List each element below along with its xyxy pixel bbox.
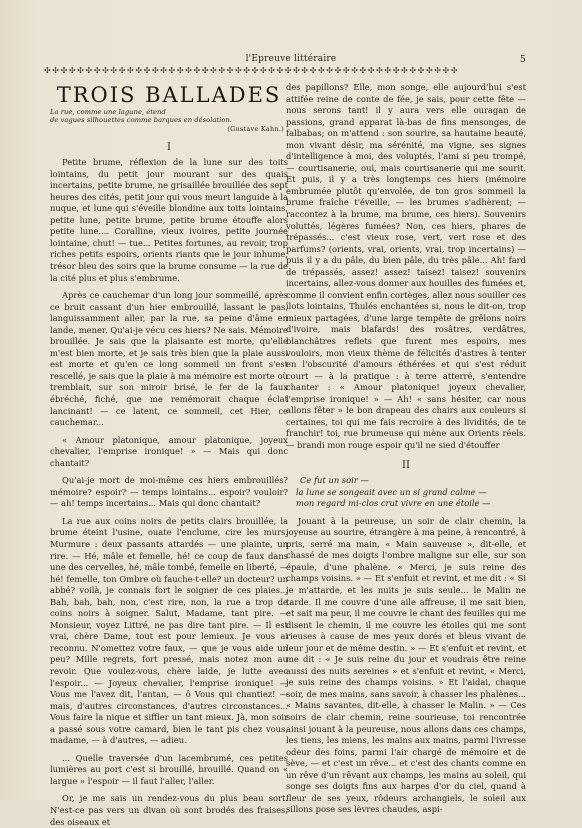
paragraph: Or, je me sais un rendez-vous du plus beau sort. N'est-ce pas vers un divan où sont brodés des fraises, des oiseaux et [50, 793, 288, 827]
epigraph-line: de vagues silhouettes comme barques en désolation. [50, 115, 232, 124]
paragraph: Jouant à la peureuse, un soir de clair chemin, la joyeuse au sourire, étrangère à ma peine, à rencontré, à pris, serré ma main, « Main sauveuse », dit-elle, et chassé de mes doigts l'ombre maligne sur elle, sur son épaule, d'une phalène. « Merci, je suis reine des champs voisins. » — Et s'enfuit et revint, et me dit : « Si je m'attarde, et les nuits je suis seule... le Malin ne tarde. Il me couvre d'une aile affreuse, il me sait bien, et sait ma peur, il me couvre le chant des feuilles qui me disent le chemin, il me couvre les étoiles qui me sont rieuses à cause de mes yeux dorés et bleus vivant de leur jour et de même destin. » — Et s'enfuit et revint, et me dit : « Je suis reine du jour et voudrais être reine aussi des nuits sereines » et s'enfuit et revint, « Merci, je suis reine des champs voisins. » Et l'aidai, chaque soir, de mes mains, sans savoir, à chasser les phalènes... « Mains savantes, dit-elle, à chasser le Malin. » — Ces soirs de clair chemin, reine sourieuse, toi rencontrée ainsi jouant à la peureuse, nous allons dans ces champs, les tiens, les miens, les mains aux mains, parmi l'ivresse odeur des foins, parmi l'air chargé de mémoire et de sève, — et c'est un rêve... et c'est des chants comme en un rêve d'un rêvant aux champs, les mains au soleil, qui songe ses doigts fins aux harpes d'or du ciel, quand à fleur de ses yeux, rôdeurs archangiels, le soleil aux sillons pose ses lèvres chaudes, aspi- [286, 515, 526, 815]
ornamental-rule: ✣✣✣✣✣✣✣✣✣✣✣✣✣✣✣✣✣✣✣✣✣✣✣✣✣✣✣✣✣✣✣✣✣✣✣✣✣✣✣✣✣✣✣✣✣✣✣✣✣✣ [44, 66, 460, 75]
section-number: II [402, 459, 410, 471]
article-title: TROIS BALLADES [56, 83, 282, 107]
running-title: l'Epreuve littéraire [245, 54, 337, 64]
paragraph: des papillons? Elle, mon songe, elle aujourd'hui s'est attifée reine de conte de fée, je sais, pour cette fête — nous serons tant! il y aura vers elle ouragan de passions, grand apparat là-bas de fins mensonges, de falbabas; on m'attend : son sourire, sa hautaine beauté, mon vivant désir, ma sérénité, ma vigne, ses signes d'intelligence à moi, des voluptés, l'ami si peu trompé, — courtisanerie, oui, mais courtisanerie qui me sourit. Et puis, il y a très longtemps ces hiers (mémoire embrumée plutôt qu'envolée, de ton gros sommeil la brume fraîche t'éveille, — les brumes s'adhèrent; — raccontez à la brume, ma brume, ces hiers). Souvenirs voluttés, légères fumées? Non, ces hiers, phares de trépassés... c'est vieux rose, vert, vert rose et des parfums? (orients, vrai, orients, vrai, trop incertains) — puis il y a du pâle, du bien pâle, du très pâle... Ah! fard de trépassés, assez! assez! taisez! taisez! souvenirs incertains, allez-vous donner aux houilles des fumées et, comme il convient enfin cortèges, allez nous souiller ces îlots lointains, Thulés enchantées si, nous le dit-on, trop mieux partagées, d'une large tempête de grêlons noirs d'ivoire, mais blafards! des rosâtres, verdâtres, blanchâtres reflets que furent mes espoirs, mes vouloirs, mon vieux thème de félicités d'astres à tenter en l'obscurité d'amours éthérées et qui s'est réduit court — à la pratique : à terre atterré, s'entendre chanter : « Amour platonique! joyeux chevalier, l'emprise ironique! » — Ah! « sans hésiter, car nous allons fêter » le bon drapeau des chairs aux couleurs si certaines, toi qui me fais recroire à des lividités, de te franchir! toi, rue brumeuse qui mène aux Orients réels. — brandi mon rouge espoir qu'il ne sied d'étouffer [286, 82, 526, 450]
verse-line: Ce fut un soir — [300, 475, 369, 486]
section-number: I [167, 141, 171, 153]
paragraph: ... Quelle traversée d'un lacembrumé, ces petites lumières au port c'est si brouillé, brouillé. Quand on « largue » l'espoir — il faut l'aller, l'aller. [50, 752, 288, 786]
epigraph-line: La rue, comme une lagune, étend [50, 107, 166, 116]
verse-line: la lune se songeait avec un si grand calme — [296, 486, 487, 497]
paragraph: « Amour platonique, amour platonique, joyeux chevalier, l'emprise ironique! » — Mais qui donc chantait? [50, 434, 288, 468]
left-column [50, 82, 288, 828]
paragraph: Après ce cauchemar d'un long jour sommeillé, après ce bruit cassant d'un hier embrouillé, lassant le pas, languissamment aller, par la rue, sa peine d'âme en lande, mener. Qu'ai-je vécu ces hiers? Ne sais. Mémoire brouillée. Je sais que la plaisante est morte, qu'elle m'est bien morte, et je sais très bien que la plaie aussi est morte et qu'en ce long sommeil un front s'est rescellé, je sais que la plaie à ma mémoire est morte où tremblait, sur son miroir brisé, le fer de la faux ébréché, fiché, que me remémorait chaque éclat lancinant! — ce latent, ce sommeil, cet Hier, ce cauchemar... [50, 290, 288, 428]
right-column [286, 82, 526, 816]
paragraph: La rue aux coins noirs de petits clairs brouillée, la brume éteint l'usine, ouate l'enclume, cire les murs. Murmure : deux passants attardés — une plainte, un rire. — Hé, mâle et femelle, hé! ce coup de faux dans une des cervelles, hé, mâle tombé, femelle en liberté, — hé! femelle, ton Ombre où fauche-t-elle? un docteur? un abbé? voilà, je connais fort le soigner de ces plaies... Bah, bah, bah, non, c'est rire, non, la rue a trop de coins noirs à soigner. Salut, Madame, tant pire. — Monsieur, voyez Littré, ne pas dire tant pire. — Il est vrai, chère Dame, tout est pour lemieux. Je vous ai reconnu. N'omettez votre faux, — que je vous aide un peu? Mille regrets, fort pressé, mais notez mon au revoir. Que voulez-vous, chère laide, je lutte avec l'espoir... — Joyeux chevalier, l'emprise ironique! — Vous me l'avez dit, l'antan, — ô Vous qui chantiez! — mais, d'autres circonstances, d'autres circonstances... Vous faire la nique et siffler un tant mieux. Jà, mon soir a passé sous votre camard, bien le tant pis chez vous, madame, — à d'autres, — adieu. [50, 515, 288, 746]
verse-line: mon regard mi-clos crut vivre en une étoile — [296, 498, 491, 509]
paragraph: Petite brume, réflexion de la lune sur des toits lointains, du petit jour mourant sur des quais incertains, petite brume, ne grisaillée brouillée des sept heures des cités, petit jour qui vous meurt languide à la nuque, et lune qui s'éveille blondine aux toits lointains, petite lune, petite brume, petite brume étouffe alors petite lune.... Coralline, vieux ivoires, petite journée lointaine, chut! — tue... Petites fortunes, au revoir, trop riches petits espoirs, orients riants que le jour inhume, trésor bleu des soirs que la brume consume — la rue de la cité plus et plus s'embrume. [50, 157, 288, 283]
paragraph: Qu'ai-je mort de moi-même ces hiers embrouillés? mémoire? espoir? — temps lointains... espoir? vouloir? — ah! temps incertains... Mais qui donc chantait? [50, 475, 288, 509]
page-number: 5 [520, 55, 526, 65]
epigraph-author: (Gustave Kahn.) [227, 124, 284, 133]
